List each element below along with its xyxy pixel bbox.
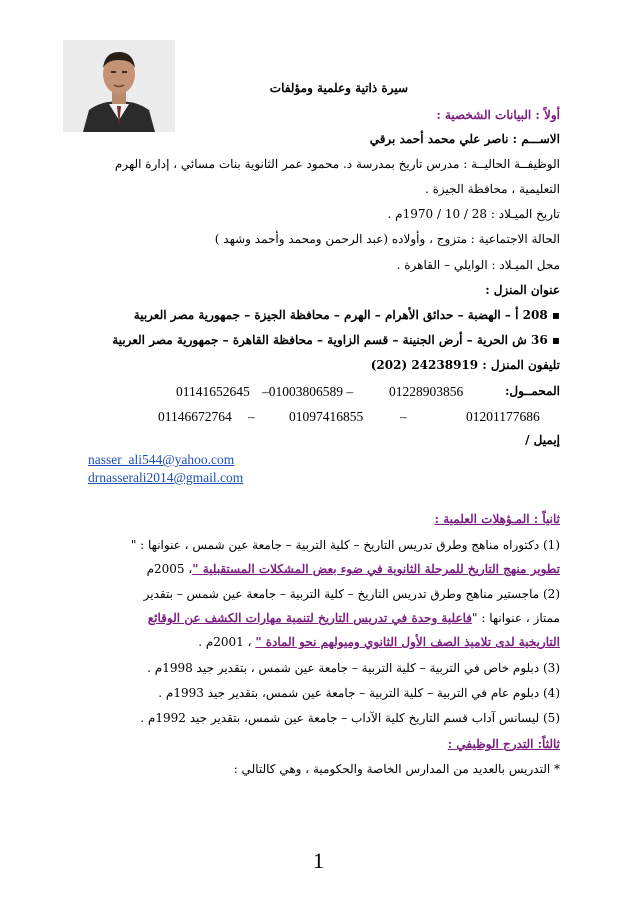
mobile-number: 01228903856 <box>389 384 464 399</box>
qualification-1-line-1: (1) دكتوراه مناهج وطرق تدريس التاريخ – كلية التربية – جامعة عين شمس ، عنوانها : " <box>130 538 560 552</box>
marital-status-line: الحالة الاجتماعية : متزوج ، وأولاده (عبد الرحمن ومحمد وأحمد وشهد ) <box>214 232 560 246</box>
page-number: 1 <box>313 848 324 873</box>
mobile-number: 01201177686 <box>466 409 540 424</box>
mobile-number: 01097416855 <box>289 409 364 424</box>
address-label: عنوان المنزل : <box>485 283 560 297</box>
job-line-2: التعليمية ، محافظة الجيزة . <box>424 182 560 196</box>
address-line-1: ▪ 208 أ – الهضبة – حدائق الأهرام – الهرم – محافظة الجيزة – جمهورية مصر العربية <box>133 308 560 322</box>
mobile-number: –01003806589 – <box>262 384 354 399</box>
section-personal-heading: أولاً : البيانات الشخصية : <box>436 108 560 122</box>
qualification-2-line-3 <box>198 635 560 649</box>
qualification-2-line-2 <box>148 611 560 625</box>
home-phone-line: تليفون المنزل : 24238919 (202) <box>370 358 560 372</box>
separator: – <box>400 409 407 424</box>
thesis-title: فاعلية وحدة في تدريس التاريخ لتنمية مهارات الكشف عن الوقائع <box>147 611 473 625</box>
mobile-number: 01141652645 <box>176 384 250 399</box>
qualification-1-line-2 <box>147 562 560 576</box>
section-qualifications-heading: ثانياً : المـؤهلات العلمية : <box>434 512 560 526</box>
qualification-4: (4) دبلوم عام في التربية – كلية التربية – جامعة عين شمس، بتقدير جيد 1993م . <box>158 686 560 700</box>
qualification-3: (3) دبلوم خاص في التربية – كلية التربية – جامعة عين شمس ، بتقدير جيد 1998م . <box>147 661 560 675</box>
address-line-2: ▪ 36 ش الحرية – أرض الجنينة – قسم الزاوية – محافظة القاهرة – جمهورية مصر العربية <box>112 333 560 347</box>
qualification-2-line-1: (2) ماجستير مناهج وطرق تدريس التاريخ – كلية التربية – جامعة عين شمس – بتقدير <box>143 587 560 601</box>
thesis-title: التاريخية لدى تلاميذ الصف الأول الثانوي وميولهم نحو المادة " <box>255 635 560 649</box>
mobile-label: المحمــول: <box>505 384 560 398</box>
career-line: * التدريس بالعديد من المدارس الخاصة والحكومية ، وهي كالتالي : <box>233 762 560 776</box>
thesis-intro: ممتاز ، عنوانها : " <box>472 611 560 625</box>
email-link-yahoo[interactable]: nasser_ali544@yahoo.com <box>88 452 235 467</box>
email-link-gmail[interactable]: drnasserali2014@gmail.com <box>88 470 244 485</box>
birthplace-line: محل الميـلاد : الوايلي – القاهرة . <box>396 258 560 272</box>
thesis-year: ، 2001م . <box>198 635 256 649</box>
thesis-year: ، 2005م <box>146 562 193 576</box>
portrait-image <box>63 40 175 132</box>
qualification-5: (5) ليسانس آداب قسم التاريخ كلية الآداب – جامعة عين شمس، بتقدير جيد 1992م . <box>140 711 560 725</box>
doc-title: سيرة ذاتية وعلمية ومؤلفات <box>269 81 408 95</box>
section-career-heading: ثالثاً: التدرج الوظيفي : <box>447 737 560 751</box>
email-label: إيميل / <box>525 433 560 447</box>
birthdate-line: تاريخ الميـلاد : 28 / 10 / 1970م . <box>387 207 560 221</box>
profile-photo <box>63 40 175 132</box>
separator: – <box>248 409 255 424</box>
mobile-number: 01146672764 <box>158 409 232 424</box>
thesis-title: تطوير منهج التاريخ للمرحلة الثانوية في ضوء بعض المشكلات المستقبلية " <box>192 562 560 576</box>
name-line: الاســـم : ناصر علي محمد أحمد برقي <box>369 132 560 146</box>
job-line-1: الوظيفــة الحاليــة : مدرس تاريخ بمدرسة د. محمود عمر الثانوية بنات مسائي ، إدارة الهرم <box>114 157 560 171</box>
